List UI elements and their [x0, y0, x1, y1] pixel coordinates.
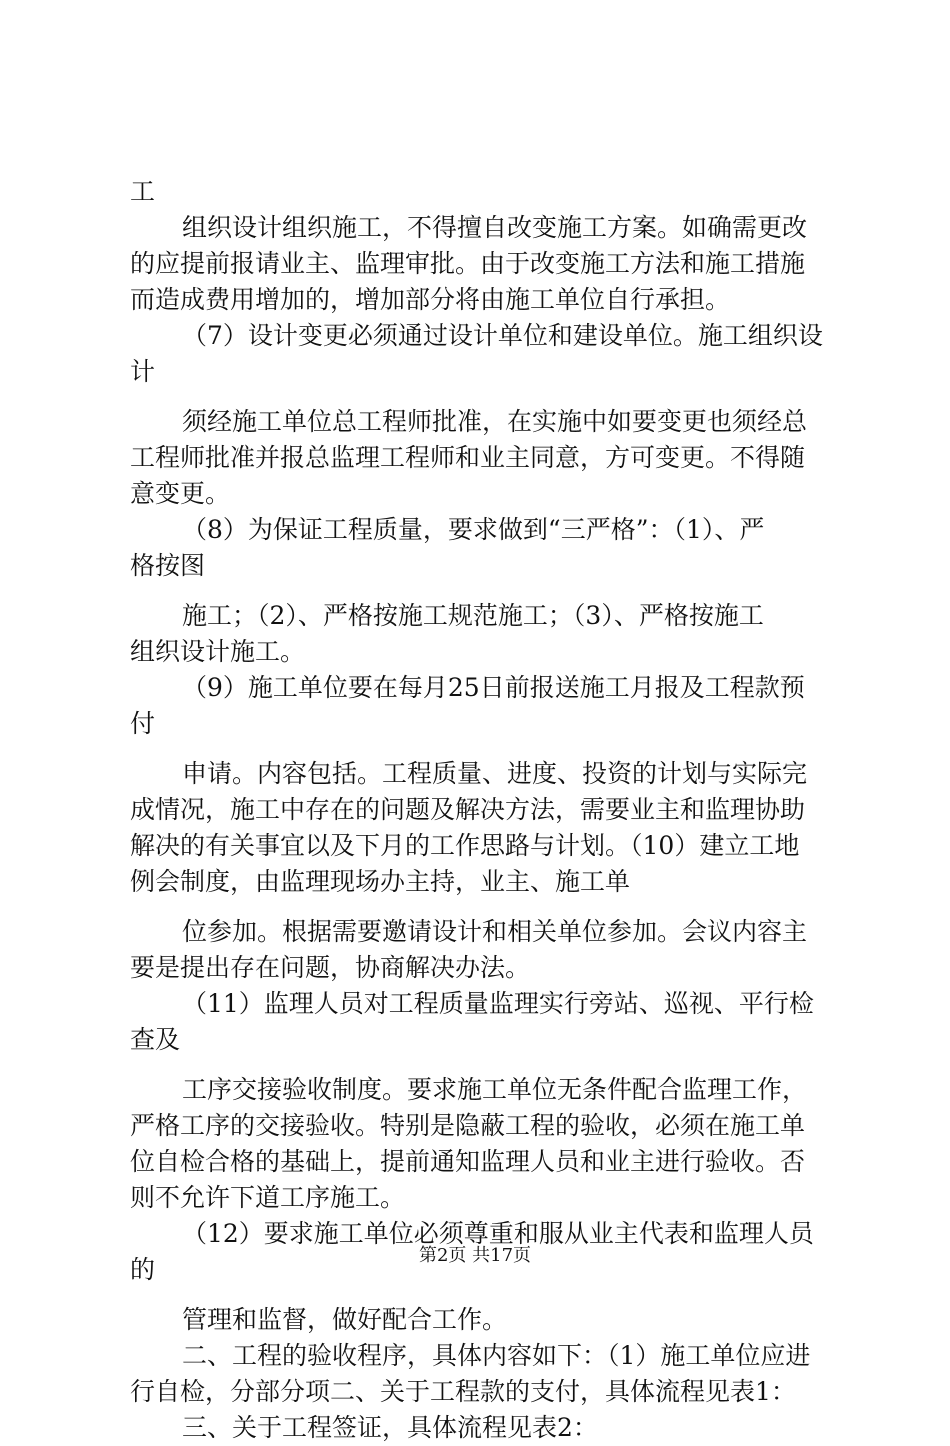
- text-line: 须经施工单位总工程师批准，在实施中如要变更也须经总: [182, 407, 808, 436]
- text-line: 的: [130, 1255, 156, 1284]
- text-line: 格按图: [130, 551, 206, 580]
- text-line: 解决的有关事宜以及下月的工作思路与计划。（10）建立工地: [130, 831, 800, 860]
- text-line: （8）为保证工程质量，要求做到“三严格”：（1）、严: [182, 515, 765, 544]
- text-line: （7）设计变更必须通过设计单位和建设单位。施工组织设: [182, 321, 823, 350]
- text-line: 施工；（2）、严格按施工规范施工；（3）、严格按施工: [182, 601, 764, 630]
- text-line: 严格工序的交接验收。特别是隐蔽工程的验收，必须在施工单: [130, 1111, 806, 1140]
- text-line: 工序交接验收制度。要求施工单位无条件配合监理工作，: [182, 1075, 808, 1104]
- text-line: 查及: [130, 1025, 181, 1054]
- text-line: 而造成费用增加的，增加部分将由施工单位自行承担。: [130, 285, 731, 314]
- text-line: （12）要求施工单位必须尊重和服从业主代表和监理人员: [182, 1219, 814, 1248]
- text-line: （11）监理人员对工程质量监理实行旁站、巡视、平行检: [182, 989, 814, 1018]
- text-line: 工: [130, 177, 156, 206]
- text-line: 工程师批准并报总监理工程师和业主同意，方可变更。不得随: [130, 443, 806, 472]
- text-line: 意变更。: [130, 479, 231, 508]
- text-line: 三、关于工程签证，具体流程见表2：: [182, 1413, 598, 1442]
- text-line: 例会制度，由监理现场办主持，业主、施工单: [130, 867, 631, 896]
- text-line: 申请。内容包括。工程质量、进度、投资的计划与实际完: [182, 759, 808, 788]
- text-line: 计: [130, 357, 156, 386]
- text-line: 组织设计组织施工，不得擅自改变施工方案。如确需更改: [182, 213, 808, 242]
- page-number-footer: 第2页 共17页: [418, 1245, 532, 1266]
- text-line: 位参加。根据需要邀请设计和相关单位参加。会议内容主: [182, 917, 808, 946]
- text-line: 二、工程的验收程序，具体内容如下：（1）施工单位应进: [182, 1341, 811, 1370]
- text-line: 的应提前报请业主、监理审批。由于改变施工方法和施工措施: [130, 249, 806, 278]
- text-line: 成情况，施工中存在的问题及解决方法，需要业主和监理协助: [130, 795, 806, 824]
- text-line: 则不允许下道工序施工。: [130, 1183, 406, 1212]
- text-line: 要是提出存在问题，协商解决办法。: [130, 953, 531, 982]
- text-line: 管理和监督，做好配合工作。: [182, 1305, 508, 1334]
- text-line: 位自检合格的基础上，提前通知监理人员和业主进行验收。否: [130, 1147, 806, 1176]
- text-line: 行自检，分部分项二、关于工程款的支付，具体流程见表1：: [130, 1377, 796, 1406]
- text-line: 组织设计施工。: [130, 637, 306, 666]
- text-line: （9）施工单位要在每月25日前报送施工月报及工程款预: [182, 673, 805, 702]
- text-line: 付: [130, 709, 156, 738]
